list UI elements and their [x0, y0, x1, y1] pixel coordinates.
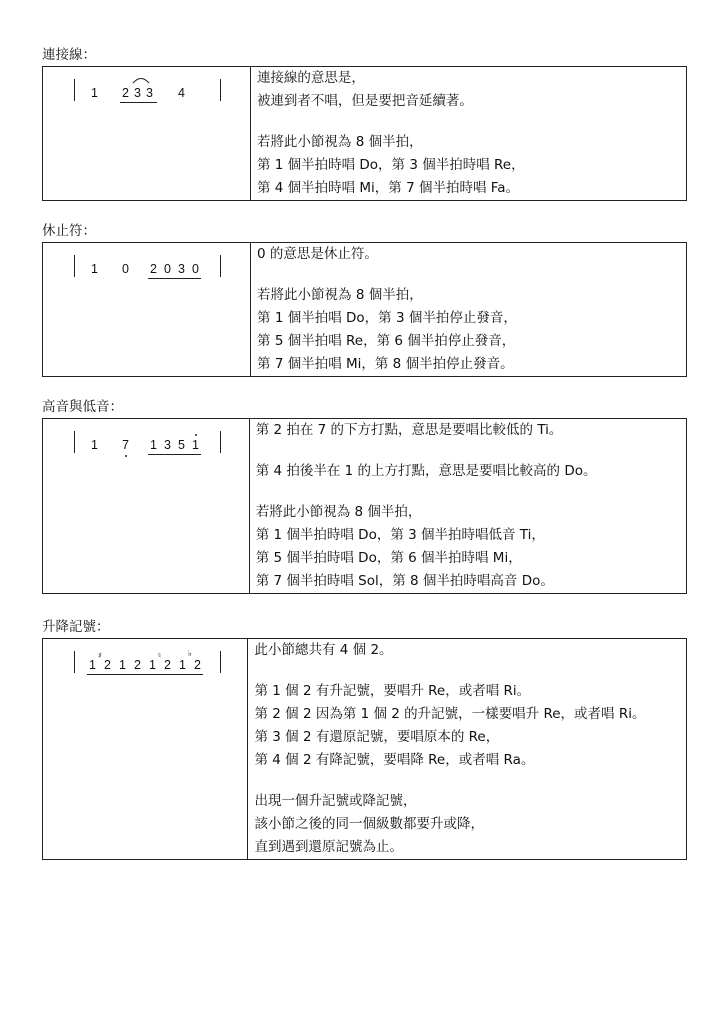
score-note: 2	[164, 658, 171, 672]
tie-arc	[132, 76, 150, 84]
description-line: 第 1 個半拍時唱 Do，第 3 個半拍時唱低音 Ti，	[255, 527, 545, 543]
section-heading: 休止符：	[42, 223, 96, 239]
description-line: 第 2 拍在 7 的下方打點，意思是要唱比較低的 Ti。	[255, 422, 563, 438]
description-line: 第 4 個半拍時唱 Mi，第 7 個半拍時唱 Fa。	[256, 180, 520, 196]
section-octave	[42, 398, 687, 594]
score-note: 2	[122, 86, 129, 100]
eighth-underline	[87, 674, 203, 675]
low-octave-dot	[125, 455, 127, 457]
description-line: 若將此小節視為 8 個半拍，	[255, 504, 422, 520]
natural-icon: ♮	[158, 651, 161, 660]
score-note: 1	[91, 86, 98, 100]
sharp-icon: ♯	[98, 651, 102, 660]
description-line: 第 5 個半拍唱 Re，第 6 個半拍停止發音，	[257, 333, 516, 349]
description-blank	[254, 662, 686, 680]
section-table	[42, 418, 687, 594]
description-cell	[250, 67, 686, 201]
description-line: 第 1 個半拍時唱 Do，第 3 個半拍時唱 Re，	[256, 157, 525, 173]
eighth-underline	[148, 278, 201, 279]
barline	[220, 255, 221, 277]
description-line: 連接線的意思是，	[256, 70, 365, 86]
score-cell	[43, 419, 250, 594]
eighth-underline	[148, 454, 201, 455]
description-line: 直到遇到還原記號為止。	[254, 839, 403, 855]
description-line: 第 1 個 2 有升記號，要唱升 Re，或者唱 Ri。	[254, 683, 531, 699]
section-table	[42, 638, 687, 860]
score-note: 2	[104, 658, 111, 672]
description-line: 第 4 個 2 有降記號，要唱降 Re，或者唱 Ra。	[254, 752, 535, 768]
description-line: 若將此小節視為 8 個半拍，	[257, 287, 423, 303]
description-line: 被連到者不唱，但是要把音延續著。	[256, 93, 473, 109]
description-line: 第 5 個半拍時唱 Do，第 6 個半拍時唱 Mi，	[255, 550, 522, 566]
description-blank	[256, 483, 686, 501]
score-note: 3	[134, 86, 141, 100]
description-line: 出現一個升記號或降記號，	[254, 793, 417, 809]
score-note: 2	[150, 262, 157, 276]
section-heading: 升降記號：	[42, 619, 110, 635]
score-note: 0	[192, 262, 199, 276]
score-note: 5	[178, 438, 185, 452]
barline	[74, 431, 75, 453]
description-cell	[249, 419, 686, 594]
description-line: 第 2 個 2 因為第 1 個 2 的升記號，一樣要唱升 Re，或者唱 Ri。	[254, 706, 646, 722]
section-table	[42, 66, 687, 201]
barline	[74, 79, 75, 101]
score-note: 1	[119, 658, 126, 672]
description-line: 第 7 個半拍唱 Mi，第 8 個半拍停止發音。	[257, 356, 514, 372]
description-cell	[251, 243, 687, 377]
score-note: 0	[164, 262, 171, 276]
score-note: 3	[146, 86, 153, 100]
score-cell	[43, 639, 248, 860]
section-accidentals	[42, 618, 687, 860]
barline	[220, 651, 221, 673]
section-heading: 高音與低音：	[42, 399, 123, 415]
score-note: 4	[178, 86, 185, 100]
score-note: 1	[192, 438, 199, 452]
score-note: 3	[164, 438, 171, 452]
description-blank	[256, 442, 686, 460]
description-blank	[257, 113, 686, 131]
description-blank	[257, 266, 686, 284]
description-line: 第 1 個半拍唱 Do，第 3 個半拍停止發音，	[257, 310, 517, 326]
description-blank	[254, 772, 686, 790]
barline	[220, 79, 221, 101]
section-tie	[42, 46, 687, 201]
score-note: 1	[91, 438, 98, 452]
score-note: 0	[122, 262, 129, 276]
score-note: 1	[150, 438, 157, 452]
score-note: 2	[194, 658, 201, 672]
score-note: 1	[179, 658, 186, 672]
score-note: 1	[89, 658, 96, 672]
description-line: 第 3 個 2 有還原記號，要唱原本的 Re，	[254, 729, 500, 745]
flat-icon: ♭	[188, 649, 192, 658]
score-note: 1	[91, 262, 98, 276]
score-cell	[43, 67, 251, 201]
barline	[74, 651, 75, 673]
eighth-underline	[120, 102, 157, 103]
barline	[220, 431, 221, 453]
description-line: 第 4 拍後半在 1 的上方打點，意思是要唱比較高的 Do。	[255, 463, 597, 479]
section-heading: 連接線：	[42, 47, 96, 63]
score-note: 2	[134, 658, 141, 672]
section-rest	[42, 222, 687, 377]
description-line: 0 的意思是休止符。	[257, 246, 378, 262]
description-line: 該小節之後的同一個級數都要升或降，	[254, 816, 484, 832]
high-octave-dot	[195, 434, 197, 436]
description-line: 第 7 個半拍時唱 Sol，第 8 個半拍時唱高音 Do。	[255, 573, 554, 589]
description-line: 若將此小節視為 8 個半拍，	[256, 134, 423, 150]
score-note: 7	[122, 438, 129, 452]
score-note: 3	[178, 262, 185, 276]
description-cell	[248, 639, 687, 860]
description-line: 此小節總共有 4 個 2。	[254, 642, 393, 658]
barline	[74, 255, 75, 277]
section-table	[42, 242, 687, 377]
score-note: 1	[149, 658, 156, 672]
score-cell	[43, 243, 251, 377]
